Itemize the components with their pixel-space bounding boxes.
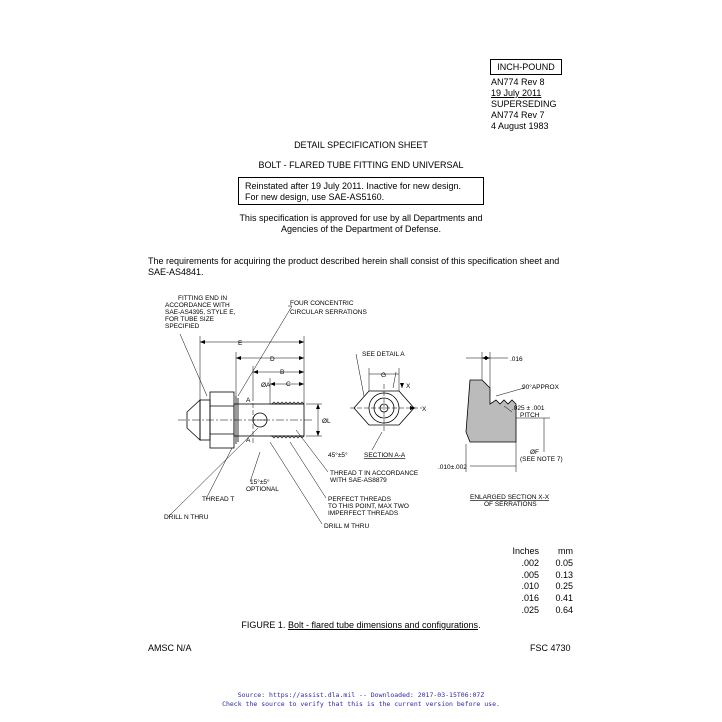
fitting-end-callout-2: ACCORDANCE WITH — [165, 302, 230, 309]
enlarged-section-sublabel: OF SERRATIONS — [484, 501, 537, 508]
superseded-date: 4 August 1983 — [491, 121, 549, 131]
conversion-table — [505, 546, 573, 617]
sheet-type-heading: DETAIL SPECIFICATION SHEET — [294, 140, 428, 150]
perfect-threads-2: TO THIS POINT, MAX TWO — [328, 503, 409, 510]
inches-cell: .005 — [521, 569, 539, 580]
approval-statement — [0, 213, 722, 235]
inch-pound-box: INCH-POUND — [490, 59, 562, 75]
dimension-b: B — [280, 369, 285, 376]
thread-callout-2: WITH SAE-AS8879 — [330, 477, 387, 484]
bolt-drawing — [140, 292, 580, 542]
axis-x-label-1: X — [406, 383, 411, 390]
angle-15: 15°±5° — [250, 479, 270, 486]
pitch-dimension: .025 ± .001 — [512, 405, 545, 412]
document-number: AN774 Rev 8 — [491, 77, 545, 87]
mm-cell: 0.25 — [555, 581, 573, 592]
section-mark-top: A — [246, 397, 251, 404]
arrowheads — [200, 340, 490, 436]
figure-period: . — [478, 620, 481, 630]
mm-cell: 0.64 — [555, 604, 573, 615]
fitting-end-callout-1: FITTING END IN — [178, 295, 228, 302]
serrations-callout-1: FOUR CONCENTRIC — [290, 300, 354, 307]
source-note — [0, 691, 722, 709]
fitting-end-callout-3: SAE-AS4395, STYLE E, — [165, 309, 236, 316]
requirements-line-1: The requirements for acquiring the product described herein shall consist of this specification sheet and — [148, 256, 560, 266]
section-a-a-label: SECTION A-A — [364, 452, 406, 459]
figure-label: FIGURE 1. — [241, 620, 286, 630]
dimension-016: .016 — [510, 356, 523, 363]
perfect-threads-1: PERFECT THREADS — [328, 496, 391, 503]
source-line-1: Source: https://assist.dla.mil -- Downloaded: 2017-03-15T06:07Z — [237, 691, 485, 699]
header-inches: Inches — [512, 546, 539, 556]
notice-line-2: For new design, use SAE-AS5160. — [245, 192, 385, 202]
reinstated-notice — [238, 177, 484, 205]
figure-caption — [0, 620, 722, 630]
dimension-d: D — [270, 356, 275, 363]
angle-15-optional: OPTIONAL — [246, 486, 279, 493]
axis-x-label-2: X — [422, 406, 427, 413]
fitting-end-callout-5: SPECIFIED — [165, 323, 200, 330]
serrations-callout-2: CIRCULAR SERRATIONS — [290, 309, 367, 316]
section-a-a-view — [350, 354, 422, 450]
table-row — [505, 593, 573, 605]
mm-cell: 0.05 — [555, 557, 573, 568]
inches-cell: .010 — [521, 581, 539, 592]
requirements-paragraph — [148, 256, 559, 278]
mm-cell: 0.13 — [555, 569, 573, 580]
table-row — [505, 570, 573, 582]
document-date: 19 July 2011 — [491, 88, 542, 98]
drill-n-label: DRILL N THRU — [164, 514, 209, 521]
header-mm: mm — [558, 546, 573, 556]
approval-line-1: This specification is approved for use by all Departments and — [239, 213, 483, 223]
thread-t-label: THREAD T — [202, 496, 235, 503]
source-line-2: Check the source to verify that this is the current version before use. — [222, 700, 500, 708]
enlarged-section-label: ENLARGED SECTION X-X — [470, 494, 550, 501]
mm-cell: 0.41 — [555, 593, 573, 604]
inches-cell: .016 — [521, 593, 539, 604]
dimension-g: G — [381, 372, 387, 379]
superseding-label: SUPERSEDING — [491, 99, 557, 109]
angle-90-approx: 90°APPROX — [522, 384, 559, 391]
notice-line-1: Reinstated after 19 July 2011. Inactive for new design. — [245, 181, 461, 191]
see-detail-a: SEE DETAIL A — [362, 351, 405, 358]
thread-callout-1: THREAD T IN ACCORDANCE — [330, 470, 419, 477]
conversion-header-row — [505, 546, 573, 558]
requirements-line-2: SAE-AS4841. — [148, 267, 204, 277]
dimension-f: ØF — [530, 449, 540, 456]
angle-45: 45°±5° — [328, 452, 348, 459]
figure-title: Bolt - flared tube dimensions and configurations — [287, 620, 479, 630]
dimension-l: ØL — [322, 418, 331, 425]
table-row — [505, 605, 573, 617]
dimension-e: E — [238, 340, 243, 347]
document-metadata — [491, 77, 557, 132]
part-name-heading: BOLT - FLARED TUBE FITTING END UNIVERSAL — [258, 160, 464, 170]
table-row — [505, 581, 573, 593]
dimension-010: .010±.002 — [438, 464, 467, 471]
inches-cell: .002 — [521, 557, 539, 568]
fsc-footer: FSC 4730 — [530, 643, 571, 653]
dimension-a: ØA — [261, 382, 271, 389]
superseded-document: AN774 Rev 7 — [491, 110, 545, 120]
drill-m-label: DRILL M THRU — [324, 523, 370, 530]
approval-line-2: Agencies of the Department of Defense. — [280, 224, 442, 234]
amsc-footer: AMSC N/A — [148, 643, 192, 653]
fitting-end-callout-4: FOR TUBE SIZE — [165, 316, 214, 323]
perfect-threads-3: IMPERFECT THREADS — [328, 510, 399, 517]
pitch-label: PITCH — [520, 412, 540, 419]
dimension-c: C — [286, 381, 291, 388]
table-row — [505, 558, 573, 570]
bolt-side-view — [178, 392, 312, 448]
see-note-7: (SEE NOTE 7) — [520, 456, 563, 463]
section-mark-bottom: A — [246, 437, 251, 444]
inches-cell: .025 — [521, 604, 539, 615]
